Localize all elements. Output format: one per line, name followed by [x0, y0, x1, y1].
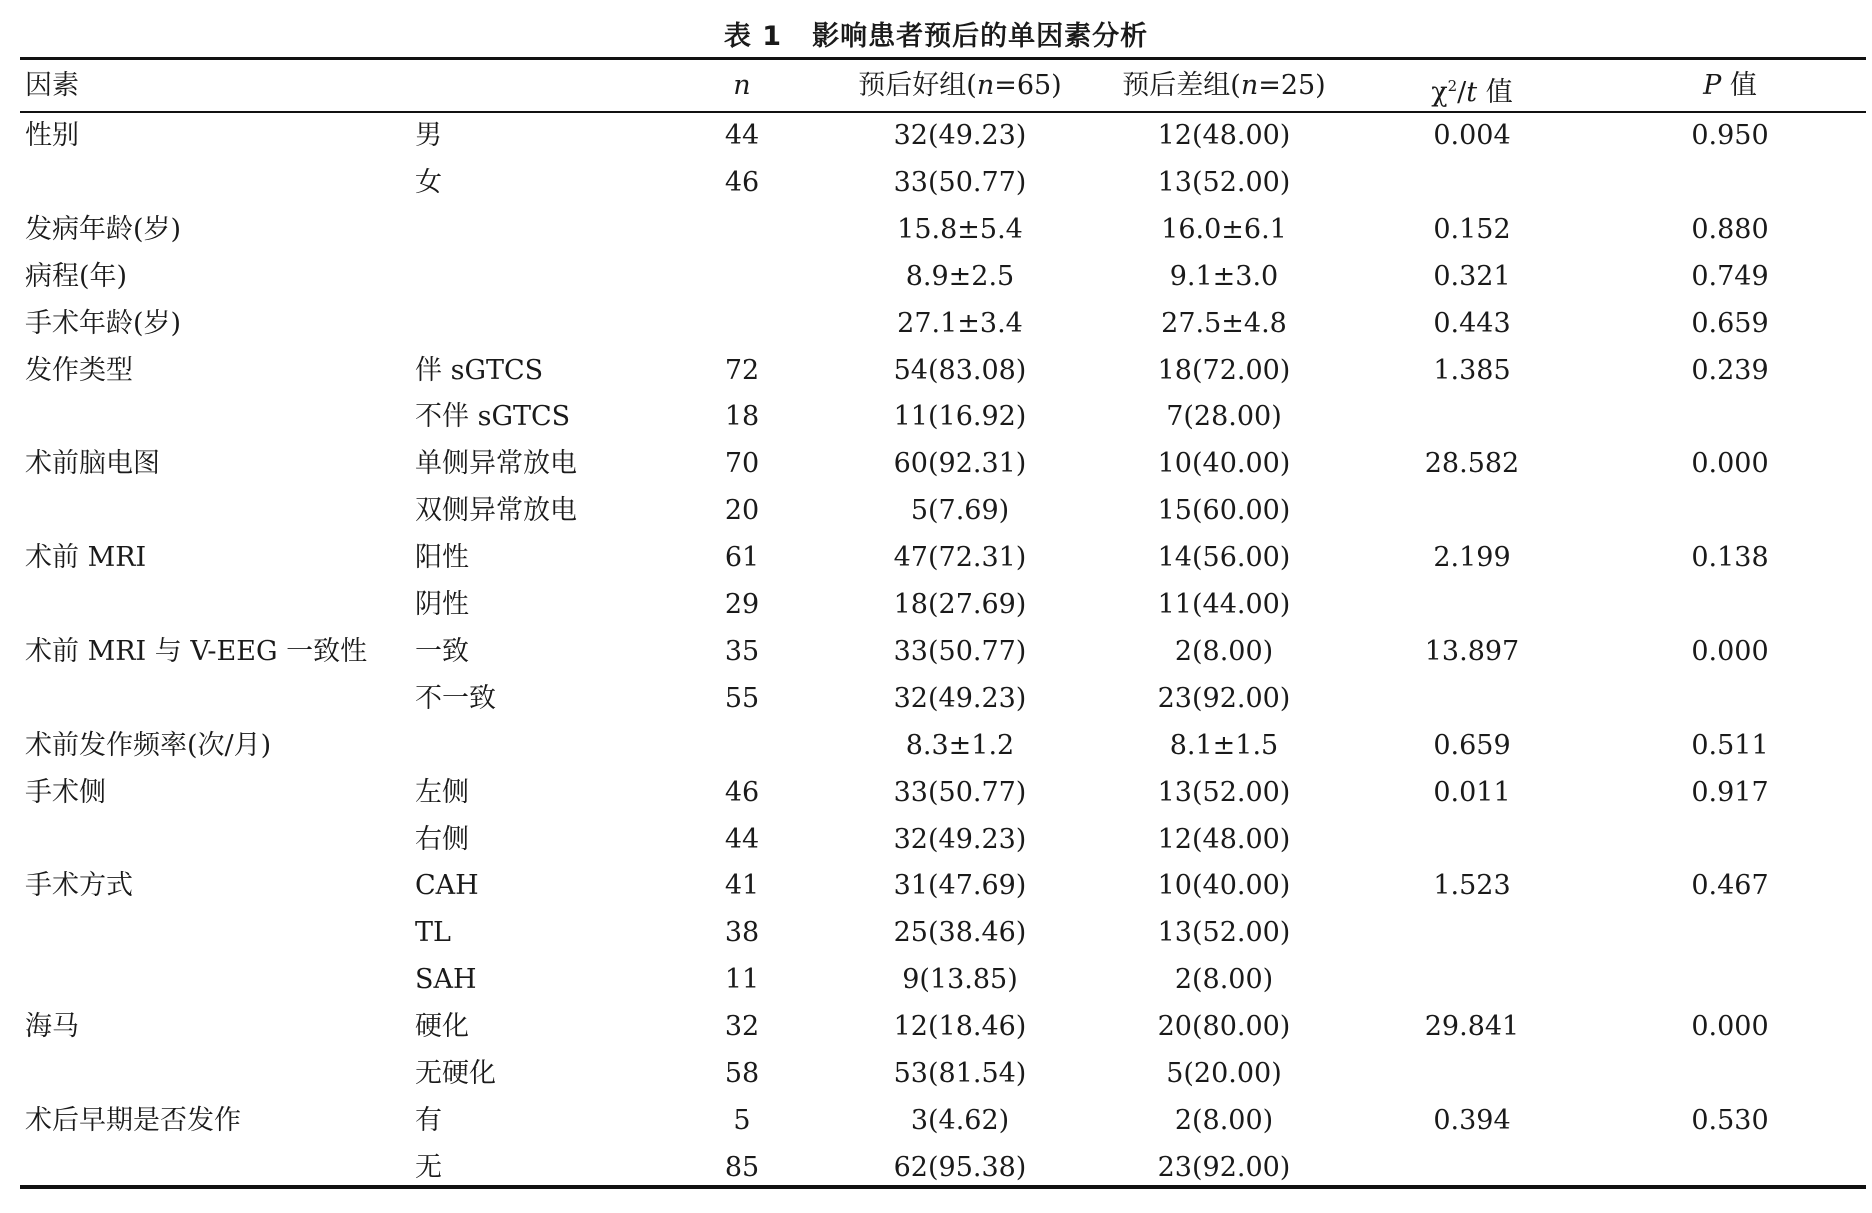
- cell-bad: 15(60.00): [1157, 495, 1291, 527]
- cell-n: 35: [724, 635, 760, 667]
- cell-bad: 11(44.00): [1157, 589, 1291, 620]
- cell-bad: 10(40.00): [1157, 448, 1291, 480]
- cell-bad: 2(8.00): [1174, 1104, 1274, 1136]
- cell-good: 3(4.62): [910, 1104, 1010, 1136]
- cell-subgroup: 伴 sGTCS: [415, 354, 544, 386]
- cell-n: 11: [724, 964, 760, 996]
- cell-n: 20: [724, 495, 760, 527]
- table-row: [0, 348, 1872, 395]
- cell-bad: 13(52.00): [1157, 166, 1291, 198]
- cell-factor: 术前发作频率(次/月): [25, 729, 272, 761]
- cell-bad: 12(48.00): [1157, 120, 1291, 151]
- cell-factor: 术前 MRI 与 V-EEG 一致性: [25, 635, 368, 667]
- cell-factor: 术前脑电图: [25, 448, 160, 480]
- table-row: [0, 1004, 1872, 1051]
- cell-n: 44: [724, 823, 760, 855]
- cell-bad: 23(92.00): [1157, 1151, 1291, 1183]
- table-row: [0, 1051, 1872, 1098]
- table-row: [0, 817, 1872, 864]
- cell-p: 0.467: [1691, 870, 1769, 902]
- cell-bad: 13(52.00): [1157, 776, 1291, 808]
- table-row: [0, 957, 1872, 1004]
- cell-subgroup: 右侧: [415, 823, 469, 855]
- cell-p: 0.880: [1691, 213, 1769, 245]
- cell-n: 32: [724, 1011, 760, 1043]
- table-row: [0, 910, 1872, 957]
- cell-good: 8.3±1.2: [905, 729, 1015, 761]
- cell-subgroup: 阳性: [415, 542, 469, 574]
- cell-bad: 16.0±6.1: [1161, 213, 1287, 245]
- cell-factor: 发作类型: [25, 354, 133, 386]
- cell-statistic: 0.011: [1433, 776, 1511, 808]
- cell-good: 32(49.23): [893, 682, 1027, 714]
- cell-n: 55: [724, 682, 760, 714]
- cell-subgroup: 硬化: [415, 1011, 469, 1043]
- cell-p: 0.239: [1691, 354, 1769, 386]
- cell-subgroup: 一致: [415, 635, 469, 667]
- header-p-value: P 值: [1703, 70, 1757, 101]
- cell-subgroup: 双侧异常放电: [415, 495, 577, 527]
- cell-factor: 术后早期是否发作: [25, 1104, 241, 1136]
- cell-p: 0.659: [1691, 307, 1769, 339]
- table-header: [0, 63, 1872, 110]
- cell-n: 18: [724, 401, 760, 433]
- cell-statistic: 0.659: [1433, 729, 1511, 761]
- header-bad-group: 预后差组(n=25): [1122, 70, 1326, 101]
- table-row: [0, 582, 1872, 629]
- cell-bad: 13(52.00): [1157, 917, 1291, 949]
- cell-subgroup: TL: [415, 917, 451, 949]
- cell-good: 12(18.46): [893, 1011, 1027, 1043]
- cell-factor: 手术方式: [25, 870, 133, 902]
- cell-subgroup: 阴性: [415, 589, 469, 620]
- cell-good: 25(38.46): [893, 917, 1027, 949]
- cell-n: 41: [724, 870, 760, 902]
- cell-statistic: 29.841: [1424, 1011, 1520, 1043]
- cell-good: 32(49.23): [893, 120, 1027, 151]
- header-good-group: 预后好组(n=65): [858, 70, 1062, 101]
- table-row: [0, 254, 1872, 301]
- cell-p: 0.000: [1691, 1011, 1769, 1043]
- cell-good: 32(49.23): [893, 823, 1027, 855]
- header-n: n: [733, 70, 751, 101]
- header-statistic: $\chi^2/t$ 值: [1431, 77, 1513, 108]
- cell-subgroup: 有: [415, 1104, 442, 1136]
- table-row: [0, 770, 1872, 817]
- table-row: [0, 113, 1872, 160]
- cell-p: 0.917: [1691, 776, 1769, 808]
- cell-bad: 2(8.00): [1174, 635, 1274, 667]
- cell-bad: 2(8.00): [1174, 964, 1274, 996]
- cell-p: 0.530: [1691, 1104, 1769, 1136]
- cell-good: 31(47.69): [893, 870, 1027, 902]
- cell-n: 70: [724, 448, 760, 480]
- cell-subgroup: 男: [415, 120, 442, 151]
- cell-factor: 手术侧: [25, 776, 106, 808]
- table-row: [0, 441, 1872, 488]
- table-caption: [0, 14, 1872, 53]
- table-row: [0, 863, 1872, 910]
- table-row: [0, 535, 1872, 582]
- table-row: [0, 394, 1872, 441]
- cell-bad: 12(48.00): [1157, 823, 1291, 855]
- cell-good: 8.9±2.5: [905, 260, 1015, 292]
- cell-factor: 手术年龄(岁): [25, 307, 182, 339]
- cell-statistic: 0.004: [1433, 120, 1511, 151]
- cell-good: 33(50.77): [893, 166, 1027, 198]
- cell-bad: 27.5±4.8: [1161, 307, 1287, 339]
- cell-subgroup: SAH: [415, 964, 477, 996]
- table-title: 影响患者预后的单因素分析: [812, 21, 1149, 52]
- cell-good: 5(7.69): [910, 495, 1010, 527]
- cell-subgroup: 单侧异常放电: [415, 448, 577, 480]
- cell-p: 0.138: [1691, 542, 1769, 574]
- table-row: [0, 1098, 1872, 1145]
- cell-n: 85: [724, 1151, 760, 1183]
- cell-good: 60(92.31): [893, 448, 1027, 480]
- cell-good: 62(95.38): [893, 1151, 1027, 1183]
- header-factor: 因素: [25, 70, 79, 101]
- cell-n: 29: [724, 589, 760, 620]
- cell-bad: 20(80.00): [1157, 1011, 1291, 1043]
- cell-p: 0.749: [1691, 260, 1769, 292]
- table-row: [0, 301, 1872, 348]
- table-row: [0, 723, 1872, 770]
- cell-good: 33(50.77): [893, 776, 1027, 808]
- cell-p: 0.000: [1691, 635, 1769, 667]
- cell-statistic: 1.385: [1433, 354, 1511, 386]
- table-row: [0, 676, 1872, 723]
- cell-good: 53(81.54): [893, 1058, 1027, 1089]
- cell-factor: 发病年龄(岁): [25, 213, 182, 245]
- cell-subgroup: CAH: [415, 870, 479, 902]
- cell-n: 38: [724, 917, 760, 949]
- cell-n: 5: [733, 1104, 751, 1136]
- cell-factor: 海马: [25, 1011, 79, 1043]
- cell-n: 46: [724, 166, 760, 198]
- cell-bad: 10(40.00): [1157, 870, 1291, 902]
- cell-statistic: 2.199: [1433, 542, 1511, 574]
- top-rule: [20, 57, 1866, 60]
- cell-factor: 术前 MRI: [25, 542, 147, 574]
- cell-bad: 14(56.00): [1157, 542, 1291, 574]
- cell-n: 44: [724, 120, 760, 151]
- cell-statistic: 0.152: [1433, 213, 1511, 245]
- cell-good: 11(16.92): [893, 401, 1027, 433]
- table-number: 表 1: [723, 21, 783, 52]
- cell-good: 15.8±5.4: [897, 213, 1023, 245]
- cell-n: 58: [724, 1058, 760, 1089]
- cell-subgroup: 左侧: [415, 776, 469, 808]
- cell-bad: 18(72.00): [1157, 354, 1291, 386]
- cell-p: 0.511: [1691, 729, 1769, 761]
- table-row: [0, 488, 1872, 535]
- table-row: [0, 160, 1872, 207]
- table-row: [0, 629, 1872, 676]
- cell-statistic: 13.897: [1424, 635, 1520, 667]
- cell-good: 54(83.08): [893, 354, 1027, 386]
- cell-statistic: 0.321: [1433, 260, 1511, 292]
- cell-p: 0.950: [1691, 120, 1769, 151]
- cell-factor: 病程(年): [25, 260, 128, 292]
- cell-subgroup: 女: [415, 166, 442, 198]
- cell-subgroup: 不伴 sGTCS: [415, 401, 571, 433]
- cell-bad: 9.1±3.0: [1169, 260, 1279, 292]
- cell-bad: 8.1±1.5: [1169, 729, 1279, 761]
- cell-good: 33(50.77): [893, 635, 1027, 667]
- cell-bad: 5(20.00): [1166, 1058, 1282, 1089]
- cell-p: 0.000: [1691, 448, 1769, 480]
- cell-n: 46: [724, 776, 760, 808]
- cell-good: 18(27.69): [893, 589, 1027, 620]
- cell-bad: 7(28.00): [1166, 401, 1282, 433]
- table-row: [0, 207, 1872, 254]
- cell-bad: 23(92.00): [1157, 682, 1291, 714]
- cell-good: 27.1±3.4: [897, 307, 1023, 339]
- cell-statistic: 0.394: [1433, 1104, 1511, 1136]
- cell-subgroup: 无: [415, 1151, 442, 1183]
- cell-statistic: 28.582: [1424, 448, 1520, 480]
- bottom-rule: [20, 1185, 1866, 1189]
- cell-n: 72: [724, 354, 760, 386]
- cell-n: 61: [724, 542, 760, 574]
- cell-good: 47(72.31): [893, 542, 1027, 574]
- cell-factor: 性别: [25, 120, 79, 151]
- cell-subgroup: 无硬化: [415, 1058, 496, 1089]
- cell-statistic: 1.523: [1433, 870, 1511, 902]
- cell-statistic: 0.443: [1433, 307, 1511, 339]
- cell-good: 9(13.85): [902, 964, 1018, 996]
- cell-subgroup: 不一致: [415, 682, 496, 714]
